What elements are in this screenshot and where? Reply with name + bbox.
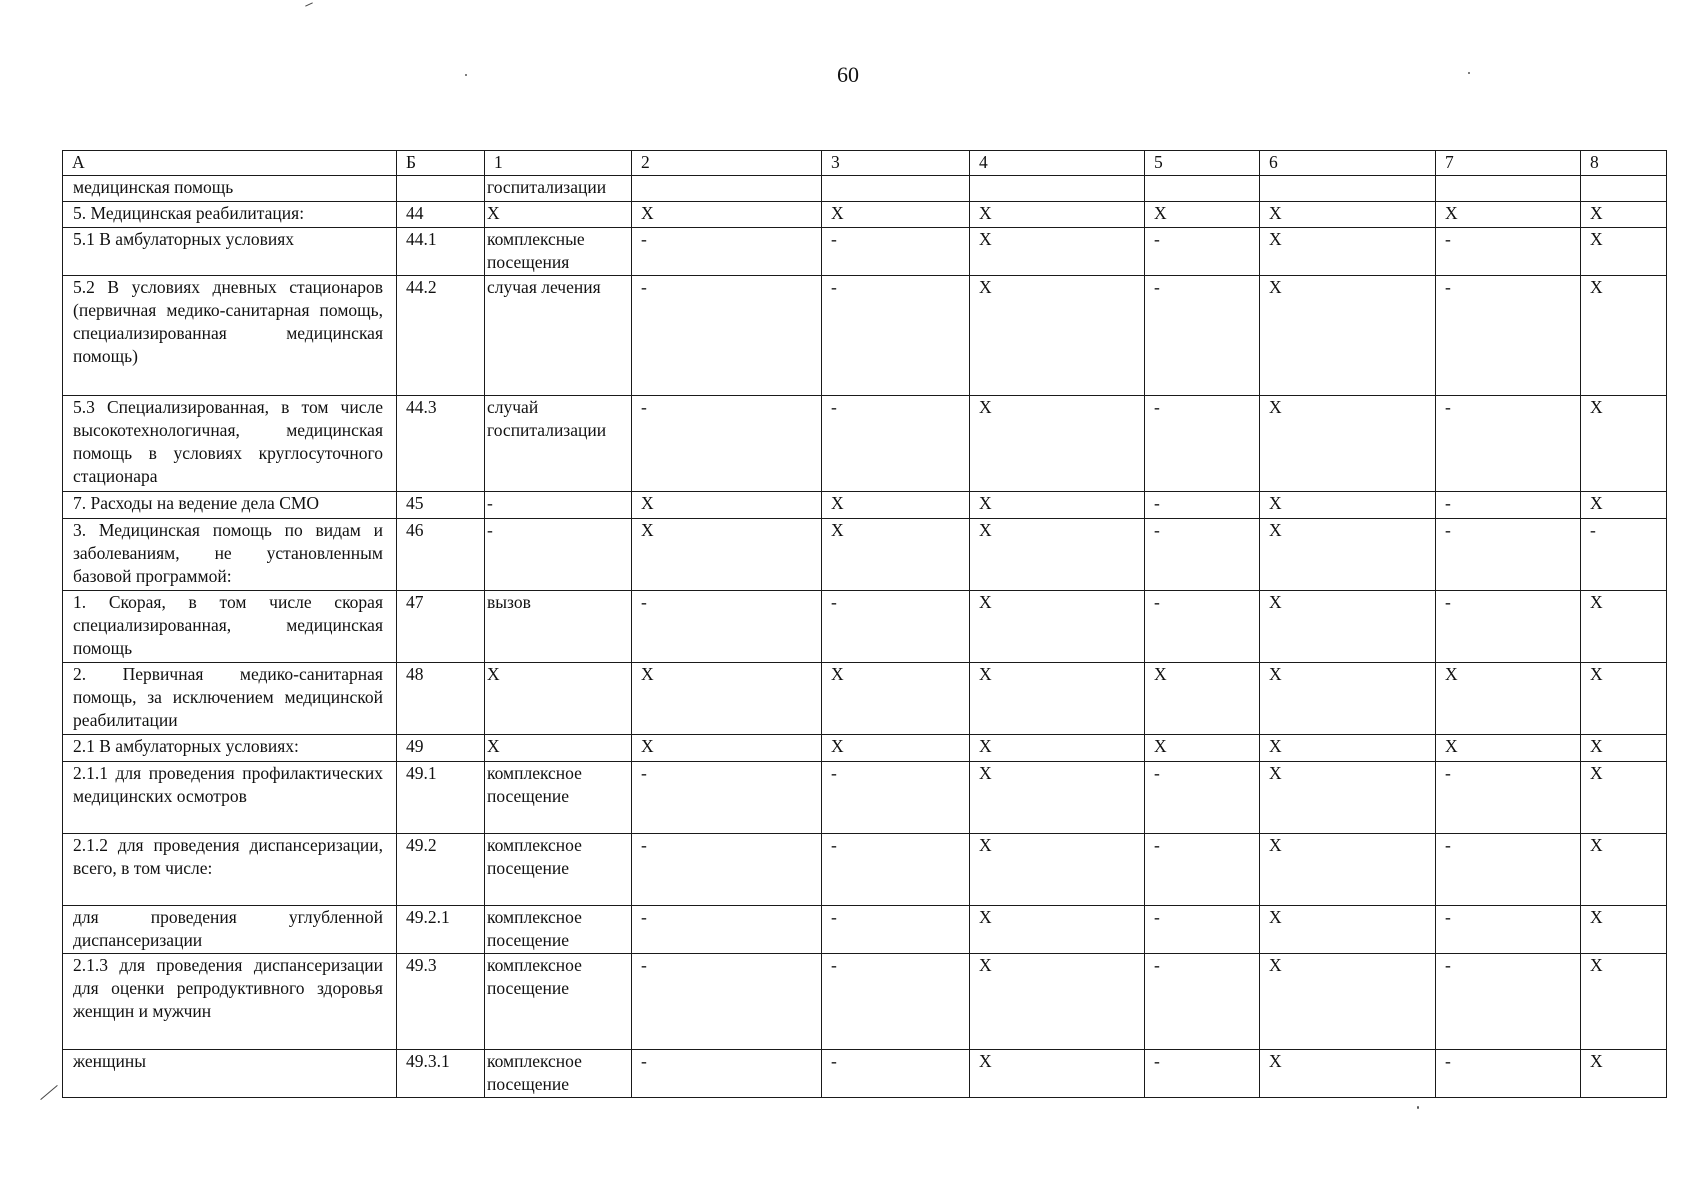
value-cell: Х	[970, 762, 1145, 834]
scan-mark	[305, 2, 313, 6]
value-cell: -	[1145, 276, 1260, 396]
row-code-cell: 49.2.1	[397, 906, 485, 954]
value-cell: -	[1436, 762, 1581, 834]
value-cell	[1581, 176, 1667, 202]
row-code-cell: 48	[397, 663, 485, 735]
value-cell: -	[632, 276, 822, 396]
scan-mark	[40, 1085, 57, 1100]
value-cell: Х	[1260, 834, 1436, 906]
value-cell: Х	[1260, 762, 1436, 834]
row-code-cell: 49.3	[397, 954, 485, 1050]
value-cell: Х	[1260, 906, 1436, 954]
value-cell: Х	[970, 396, 1145, 492]
value-cell: Х	[970, 834, 1145, 906]
value-cell: -	[1145, 1050, 1260, 1098]
value-cell	[1436, 176, 1581, 202]
column-header: 8	[1581, 151, 1667, 176]
value-cell: -	[632, 834, 822, 906]
column-header: 5	[1145, 151, 1260, 176]
value-cell: -	[1436, 519, 1581, 591]
value-cell: Х	[970, 519, 1145, 591]
row-description-cell: 7. Расходы на ведение дела СМО	[63, 492, 397, 519]
value-cell: -	[822, 396, 970, 492]
value-cell: -	[1436, 954, 1581, 1050]
column-header: Б	[397, 151, 485, 176]
row-description-cell: 2.1.3 для проведения диспансеризации для оценки репродуктивного здоровья женщин и мужчин	[63, 954, 397, 1050]
unit-cell: Х	[485, 663, 632, 735]
value-cell: -	[822, 762, 970, 834]
value-cell: Х	[1581, 906, 1667, 954]
row-description-cell: 3. Медицинская помощь по видам и заболеваниям, не установленным базовой программой:	[63, 519, 397, 591]
value-cell: -	[822, 906, 970, 954]
value-cell: Х	[1260, 396, 1436, 492]
value-cell: -	[632, 954, 822, 1050]
value-cell: -	[1145, 492, 1260, 519]
table-row	[63, 202, 1667, 228]
value-cell: Х	[1260, 954, 1436, 1050]
value-cell: -	[1436, 276, 1581, 396]
value-cell: Х	[1581, 663, 1667, 735]
table-row	[63, 834, 1667, 906]
column-header: 1	[485, 151, 632, 176]
value-cell: Х	[970, 492, 1145, 519]
row-description-cell: 2.1 В амбулаторных условиях:	[63, 735, 397, 762]
value-cell: -	[632, 906, 822, 954]
value-cell: Х	[970, 276, 1145, 396]
value-cell: Х	[970, 954, 1145, 1050]
unit-cell: Х	[485, 202, 632, 228]
row-code-cell: 47	[397, 591, 485, 663]
value-cell: -	[1145, 954, 1260, 1050]
table-row	[63, 591, 1667, 663]
unit-cell: госпитализации	[485, 176, 632, 202]
row-code-cell: 44.2	[397, 276, 485, 396]
column-header: 3	[822, 151, 970, 176]
value-cell: Х	[1581, 834, 1667, 906]
value-cell: -	[822, 834, 970, 906]
value-cell: Х	[1581, 396, 1667, 492]
value-cell: Х	[1260, 663, 1436, 735]
row-code-cell	[397, 176, 485, 202]
row-code-cell: 49.3.1	[397, 1050, 485, 1098]
value-cell: Х	[822, 663, 970, 735]
row-code-cell: 49.1	[397, 762, 485, 834]
value-cell: -	[632, 1050, 822, 1098]
table-row	[63, 762, 1667, 834]
value-cell: Х	[822, 202, 970, 228]
value-cell: -	[822, 276, 970, 396]
unit-cell: комплексное посещение	[485, 762, 632, 834]
row-code-cell: 44	[397, 202, 485, 228]
value-cell: Х	[1260, 276, 1436, 396]
value-cell: Х	[1581, 735, 1667, 762]
value-cell: -	[632, 762, 822, 834]
value-cell: -	[1145, 834, 1260, 906]
value-cell: Х	[970, 228, 1145, 276]
value-cell: -	[632, 396, 822, 492]
row-code-cell: 44.3	[397, 396, 485, 492]
value-cell: Х	[822, 492, 970, 519]
value-cell: Х	[1581, 228, 1667, 276]
unit-cell: вызов	[485, 591, 632, 663]
value-cell: -	[1145, 591, 1260, 663]
row-description-cell: женщины	[63, 1050, 397, 1098]
value-cell: Х	[1436, 735, 1581, 762]
row-code-cell: 49	[397, 735, 485, 762]
table-row	[63, 492, 1667, 519]
value-cell: Х	[970, 735, 1145, 762]
unit-cell: комплексные посещения	[485, 228, 632, 276]
value-cell: Х	[1260, 519, 1436, 591]
row-code-cell: 45	[397, 492, 485, 519]
unit-cell: комплексное посещение	[485, 1050, 632, 1098]
column-header: 2	[632, 151, 822, 176]
table-row	[63, 1050, 1667, 1098]
value-cell: Х	[1436, 202, 1581, 228]
table-row	[63, 663, 1667, 735]
row-code-cell: 46	[397, 519, 485, 591]
unit-cell: Х	[485, 735, 632, 762]
value-cell: -	[822, 1050, 970, 1098]
value-cell: Х	[1581, 591, 1667, 663]
row-code-cell: 44.1	[397, 228, 485, 276]
value-cell: -	[1436, 228, 1581, 276]
unit-cell: -	[485, 492, 632, 519]
value-cell: -	[1145, 228, 1260, 276]
value-cell	[1145, 176, 1260, 202]
row-description-cell: 2.1.1 для проведения профилактических медицинских осмотров	[63, 762, 397, 834]
value-cell: Х	[970, 663, 1145, 735]
value-cell: Х	[632, 202, 822, 228]
table-row	[63, 228, 1667, 276]
scan-speck	[1417, 1106, 1419, 1109]
value-cell: Х	[1581, 202, 1667, 228]
column-header: 6	[1260, 151, 1436, 176]
value-cell: -	[1436, 591, 1581, 663]
data-table	[62, 150, 1667, 1098]
value-cell: -	[1436, 906, 1581, 954]
row-description-cell: 2.1.2 для проведения диспансеризации, всего, в том числе:	[63, 834, 397, 906]
scan-speck	[465, 74, 467, 76]
row-description-cell: 1. Скорая, в том числе скорая специализированная, медицинская помощь	[63, 591, 397, 663]
table-row	[63, 176, 1667, 202]
value-cell: Х	[1260, 492, 1436, 519]
unit-cell: комплексное посещение	[485, 834, 632, 906]
unit-cell: -	[485, 519, 632, 591]
value-cell: Х	[632, 492, 822, 519]
value-cell: -	[1145, 762, 1260, 834]
value-cell: Х	[632, 735, 822, 762]
column-header: 4	[970, 151, 1145, 176]
unit-cell: случая лечения	[485, 276, 632, 396]
value-cell: Х	[1581, 1050, 1667, 1098]
row-description-cell: 5.3 Специализированная, в том числе высокотехнологичная, медицинская помощь в условиях круглосуточного стационара	[63, 396, 397, 492]
value-cell: Х	[1145, 735, 1260, 762]
unit-cell: комплексное посещение	[485, 954, 632, 1050]
value-cell	[632, 176, 822, 202]
value-cell: Х	[1260, 202, 1436, 228]
table-header-row	[63, 151, 1667, 176]
value-cell	[822, 176, 970, 202]
value-cell: Х	[1581, 276, 1667, 396]
value-cell: -	[822, 228, 970, 276]
table-row	[63, 906, 1667, 954]
value-cell: -	[1436, 1050, 1581, 1098]
value-cell: -	[1145, 906, 1260, 954]
value-cell: Х	[1145, 663, 1260, 735]
row-description-cell: 2. Первичная медико-санитарная помощь, за исключением медицинской реабилитации	[63, 663, 397, 735]
value-cell: -	[1145, 396, 1260, 492]
unit-cell: случай госпитализации	[485, 396, 632, 492]
table-row	[63, 954, 1667, 1050]
value-cell: Х	[970, 1050, 1145, 1098]
value-cell: Х	[970, 202, 1145, 228]
value-cell: -	[1581, 519, 1667, 591]
value-cell: -	[1436, 492, 1581, 519]
value-cell: Х	[1145, 202, 1260, 228]
value-cell: Х	[632, 519, 822, 591]
value-cell: -	[632, 591, 822, 663]
value-cell: -	[1436, 396, 1581, 492]
table-row	[63, 735, 1667, 762]
scan-speck	[1468, 72, 1470, 74]
table-row	[63, 276, 1667, 396]
value-cell: Х	[1260, 1050, 1436, 1098]
unit-cell: комплексное посещение	[485, 906, 632, 954]
value-cell	[1260, 176, 1436, 202]
row-description-cell: медицинская помощь	[63, 176, 397, 202]
value-cell: Х	[1581, 492, 1667, 519]
row-description-cell: 5.2 В условиях дневных стационаров (первичная медико-санитарная помощь, специализированная медицинская помощь)	[63, 276, 397, 396]
value-cell: Х	[1260, 228, 1436, 276]
table-row	[63, 519, 1667, 591]
value-cell: Х	[1436, 663, 1581, 735]
value-cell: Х	[1260, 591, 1436, 663]
value-cell: Х	[822, 735, 970, 762]
value-cell: Х	[970, 591, 1145, 663]
value-cell: Х	[632, 663, 822, 735]
page-number: 60	[837, 62, 859, 87]
value-cell: Х	[822, 519, 970, 591]
value-cell: Х	[970, 906, 1145, 954]
column-header: А	[63, 151, 397, 176]
row-description-cell: 5. Медицинская реабилитация:	[63, 202, 397, 228]
value-cell: -	[822, 591, 970, 663]
table-body	[63, 176, 1667, 1098]
row-description-cell: для проведения углубленной диспансеризации	[63, 906, 397, 954]
value-cell: -	[632, 228, 822, 276]
row-code-cell: 49.2	[397, 834, 485, 906]
column-header: 7	[1436, 151, 1581, 176]
value-cell: Х	[1581, 762, 1667, 834]
value-cell: -	[822, 954, 970, 1050]
table-row	[63, 396, 1667, 492]
value-cell: -	[1145, 519, 1260, 591]
value-cell: Х	[1581, 954, 1667, 1050]
value-cell	[970, 176, 1145, 202]
value-cell: -	[1436, 834, 1581, 906]
row-description-cell: 5.1 В амбулаторных условиях	[63, 228, 397, 276]
value-cell: Х	[1260, 735, 1436, 762]
